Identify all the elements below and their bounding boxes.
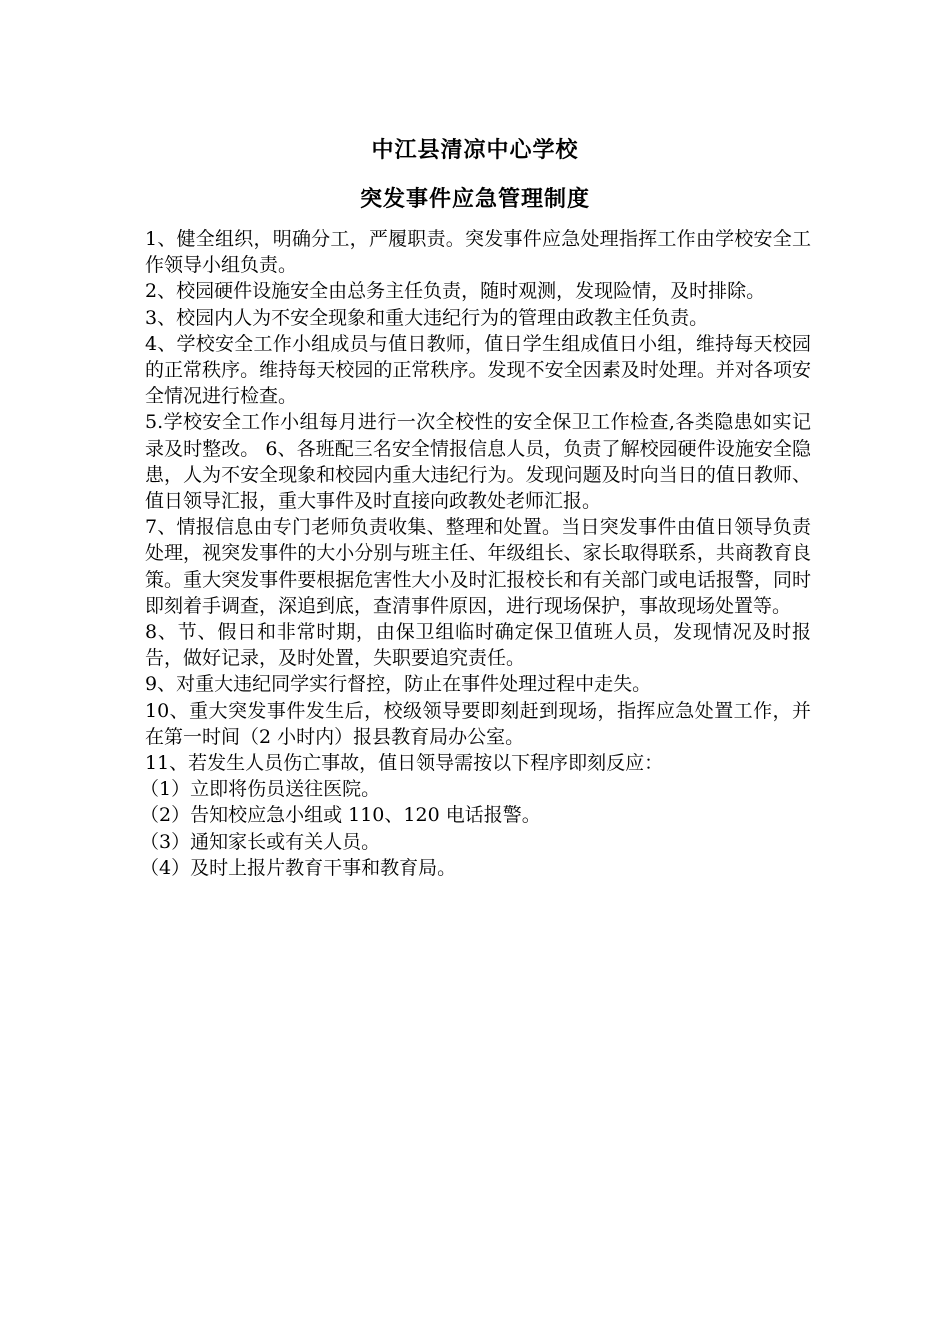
- paragraph-7: 7、情报信息由专门老师负责收集、整理和处置。当日突发事件由值日领导负责处理，视突发事件的大小分别与班主任、年级组长、家长取得联系，共商教育良策。重大突发事件要根据危害性大小及时汇报校长和有关部门或电话报警，同时即刻着手调查，深追到底，查清事件原因，进行现场保护，事故现场处置等。: [145, 516, 811, 617]
- paragraph-1: 1、健全组织，明确分工，严履职责。突发事件应急处理指挥工作由学校安全工作领导小组负责。: [145, 228, 811, 277]
- document-body: [140, 226, 811, 881]
- paragraph-10: 10、重大突发事件发生后，校级领导要即刻赶到现场，指挥应急处置工作，并在第一时间（2 小时内）报县教育局办公室。: [145, 699, 811, 748]
- procedure-step-4: （4）及时上报片教育干事和教育局。: [140, 856, 457, 879]
- paragraph-9: 9、对重大违纪同学实行督控，防止在事件处理过程中走失。: [145, 673, 652, 696]
- paragraph-5-6: 5.学校安全工作小组每月进行一次全校性的安全保卫工作检查,各类隐患如实记录及时整改。 6、各班配三名安全情报信息人员，负责了解校园硬件设施安全隐患，人为不安全现象和校园内重大违纪行为。发现问题及时向当日的值日教师、值日领导汇报，重大事件及时直接向政教处老师汇报。: [145, 411, 811, 513]
- paragraph-2: 2、校园硬件设施安全由总务主任负责，随时观测，发现险情，及时排除。: [145, 280, 766, 303]
- procedure-step-3: （3）通知家长或有关人员。: [140, 830, 381, 853]
- school-name-title: 中江县清凉中心学校: [371, 137, 579, 163]
- paragraph-11: 11、若发生人员伤亡事故，值日领导需按以下程序即刻反应：: [145, 752, 664, 775]
- paragraph-3: 3、校园内人为不安全现象和重大违纪行为的管理由政教主任负责。: [145, 306, 709, 329]
- paragraph-8: 8、节、假日和非常时期，由保卫组临时确定保卫值班人员，发现情况及时报告，做好记录，及时处置，失职要追究责任。: [145, 621, 811, 670]
- document-title: 突发事件应急管理制度: [359, 186, 590, 212]
- procedure-step-2: （2）告知校应急小组或 110、120 电话报警。: [140, 804, 541, 827]
- procedure-step-1: （1）立即将伤员送往医院。: [140, 778, 381, 801]
- paragraph-4: 4、学校安全工作小组成员与值日教师，值日学生组成值日小组，维持每天校园的正常秩序。维持每天校园的正常秩序。发现不安全因素及时处理。并对各项安全情况进行检查。: [145, 332, 811, 408]
